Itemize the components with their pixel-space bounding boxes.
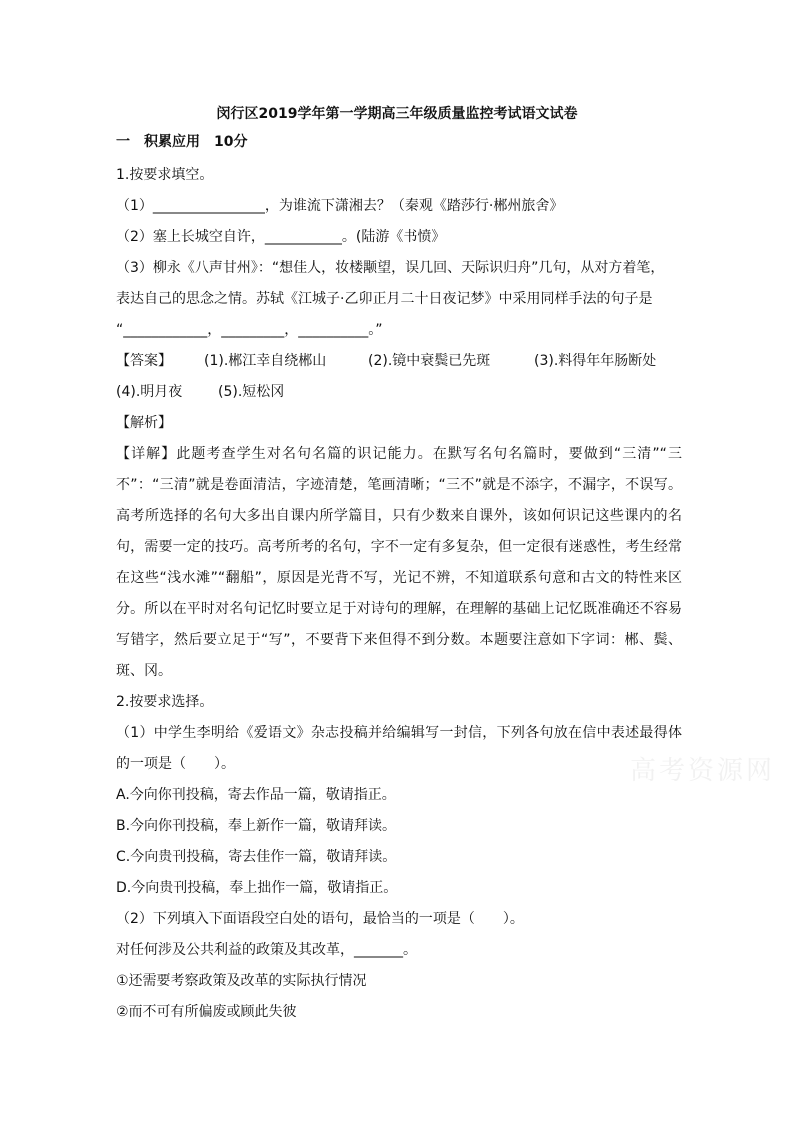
q2-sub-2: （2）下列填入下面语段空白处的语句，最恰当的一项是（ ）。 [116,911,524,927]
answer-1: (1).郴江幸自绕郴山 [204,353,327,369]
answer-5: (5).短松冈 [218,384,285,400]
q1-item-2: （2）塞上长城空自许，___________。(陆游《书愤》 [116,229,446,245]
content-body [116,160,682,1028]
answer-4: (4).明月夜 [116,384,183,400]
option-b: B.今向你刊投稿，奉上新作一篇，敬请拜读。 [116,818,397,834]
q2-header: 2.按要求选择。 [116,694,214,710]
watermark: 高考资源网 [630,756,776,786]
q1-item-1: （1）________________，为谁流下潇湘去？（秦观《踏莎行·郴州旅舍》 [116,198,564,214]
answer-2: (2).镜中衰鬓已先斑 [368,353,491,369]
q1-item-3-line-2: 表达自己的思念之情。苏轼《江城子·乙卯正月二十日夜记梦》中采用同样手法的句子是 [116,291,653,307]
answer-row-1 [116,346,682,377]
option-c: C.今向贵刊投稿，寄去佳作一篇，敬请拜读。 [116,849,397,865]
q1-item-3-line-3: “____________，_________，__________。” [116,322,383,338]
q1-header: 1.按要求填空。 [116,167,214,183]
choice-2: ②而不可有所偏废或顾此失彼 [116,1004,297,1020]
answer-row-2 [116,377,682,408]
q2-sub-1: （1）中学生李明给《爱语文》杂志投稿并给编辑写一封信，下列各句放在信中表述最得体的一项是（ ）。 [116,725,682,772]
q2-stem: 对任何涉及公共利益的政策及其改革，_______。 [116,942,417,958]
analysis-label: 【解析】 [116,415,172,431]
option-d: D.今向贵刊投稿，奉上拙作一篇，敬请指正。 [116,880,398,896]
answer-3: (3).料得年年肠断处 [534,353,657,369]
detail-paragraph: 【详解】此题考查学生对名句名篇的识记能力。在默写名句名篇时，要做到“三清”“三不”：“三清”就是卷面清洁，字迹清楚，笔画清晰；“三不”就是不添字，不漏字，不误写。高考所选择的名句大多出自课内所学篇目，只有少数来自课外，该如何识记这些课内的名句，需要一定的技巧。高考所考的名句，字不一定有多复杂，但一定很有迷惑性，考生经常在这些“浅水滩”“翻船”，原因是光背不写，光记不辨，不知道联系句意和古文的特性来区分。所以在平时对名句记忆时要立足于对诗句的理解，在理解的基础上记忆既准确还不容易写错字，然后要立足于“写”，不要背下来但得不到分数。本题要注意如下字词：郴、鬓、斑、冈。 [116,446,682,679]
section-heading: 一 积累应用 10分 [116,134,248,150]
choice-1: ①还需要考察政策及改革的实际执行情况 [116,973,367,989]
q1-item-3-line-1: （3）柳永《八声甘州》：“想佳人，妆楼颙望，误几回、天际识归舟”几句，从对方着笔， [116,260,665,276]
answer-label: 【答案】 [116,353,172,369]
option-a: A.今向你刊投稿，寄去作品一篇，敬请指正。 [116,787,396,803]
page-title: 闵行区2019学年第一学期高三年级质量监控考试语文试卷 [216,106,578,122]
